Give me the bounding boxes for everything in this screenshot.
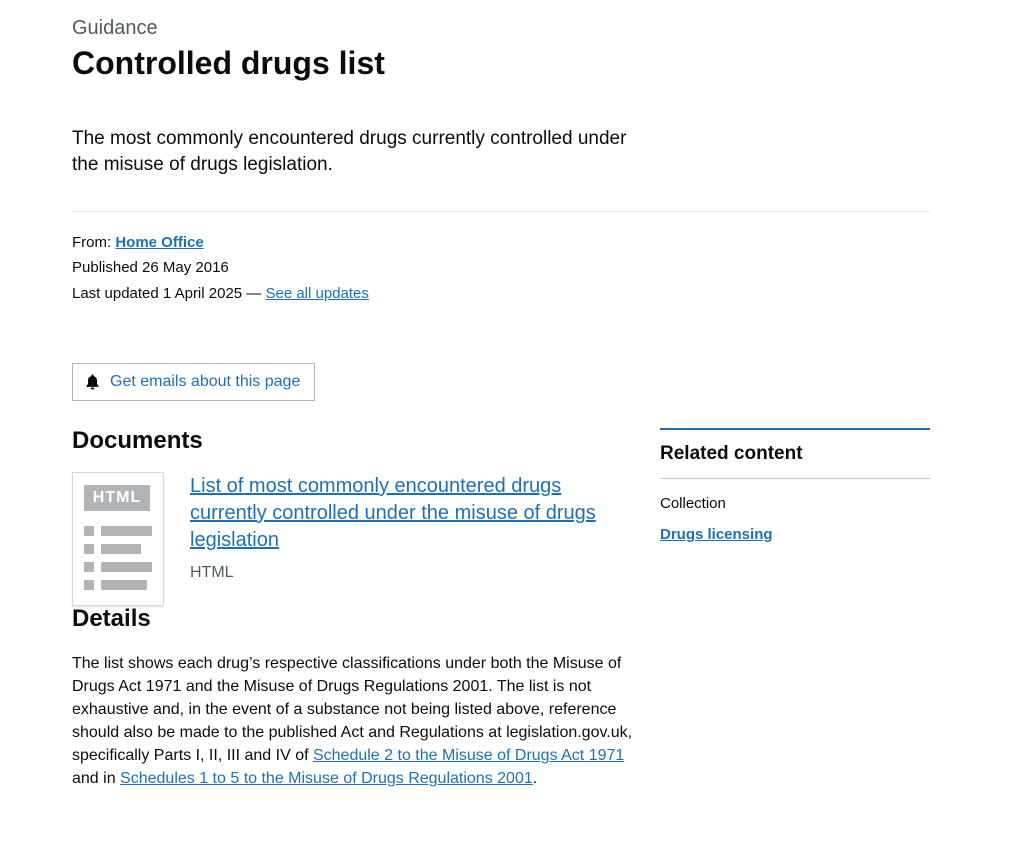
details-text-1: The list shows each drug’s respective classifications under both the Misuse of Drugs Act 1971 and the Misuse of Drugs Regulations 2001. The list is not exhaustive and, in the event of a substance not being listed above, reference should also be made to the published Act and Regulations at legislation.gov.uk, specifically Parts I, II, III and IV of — [72, 655, 633, 765]
main-column — [72, 428, 660, 790]
thumbnail-text-lines — [84, 526, 152, 590]
documents-section — [72, 428, 660, 605]
sidebar — [660, 428, 930, 790]
document-title-link[interactable]: List of most commonly encountered drugs currently controlled under the misuse of drugs legislation — [190, 474, 596, 551]
details-heading: Details — [72, 604, 151, 632]
collection-label: Collection — [660, 495, 726, 513]
documents-heading: Documents — [72, 427, 203, 455]
details-text-2: and in — [72, 770, 121, 788]
document-info — [190, 472, 642, 606]
details-text-3: . — [532, 770, 538, 788]
metadata-block — [72, 235, 930, 303]
page-caption: Guidance — [72, 17, 158, 39]
from-label: From: — [72, 233, 116, 251]
document-attachment — [72, 472, 660, 606]
published-text: Published 26 May 2016 — [72, 259, 229, 277]
page-header — [72, 16, 930, 179]
details-section — [72, 606, 660, 791]
get-emails-button[interactable] — [72, 363, 315, 401]
details-paragraph — [72, 652, 644, 790]
schedule-2-link[interactable]: Schedule 2 to the Misuse of Drugs Act 1971 — [312, 747, 625, 765]
drugs-licensing-link[interactable]: Drugs licensing — [660, 526, 773, 544]
html-badge: HTML — [84, 485, 150, 511]
metadata-published-row — [72, 260, 930, 277]
page-title: Controlled drugs list — [72, 45, 385, 81]
home-office-link[interactable]: Home Office — [115, 233, 204, 251]
see-all-updates-link[interactable]: See all updates — [265, 284, 369, 302]
header-divider — [72, 211, 930, 212]
lead-paragraph: The most commonly encountered drugs currently controlled under the misuse of drugs legislation. — [72, 127, 627, 176]
schedules-1-to-5-link[interactable]: Schedules 1 to 5 to the Misuse of Drugs Regulations 2001 — [120, 770, 533, 788]
related-content-panel — [660, 428, 930, 544]
html-document-thumbnail[interactable] — [72, 472, 164, 606]
bell-icon — [85, 374, 100, 390]
get-emails-label: Get emails about this page — [110, 373, 301, 391]
metadata-updated-row — [72, 286, 930, 303]
related-content-heading: Related content — [660, 443, 930, 479]
content-columns — [72, 428, 930, 790]
metadata-from-row — [72, 235, 930, 252]
document-format-label: HTML — [190, 563, 234, 581]
last-updated-text: Last updated 1 April 2025 — — [72, 284, 266, 302]
